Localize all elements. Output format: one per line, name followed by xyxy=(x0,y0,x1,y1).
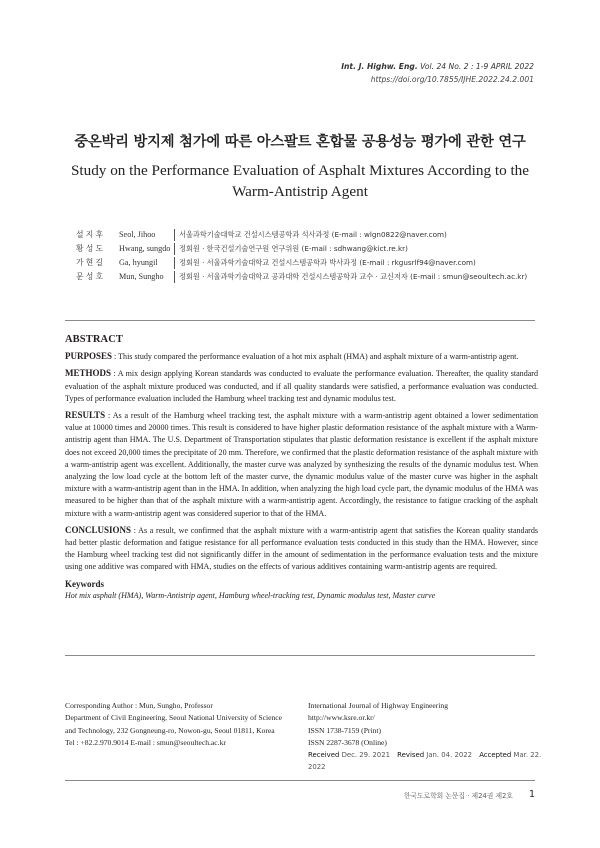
abstract-results xyxy=(65,409,538,520)
author-name-en: Mun, Sungho xyxy=(119,272,164,281)
author-row xyxy=(76,270,527,284)
author-divider xyxy=(174,243,175,255)
abstract-bottom-rule xyxy=(65,655,535,656)
results-text: : As a result of the Hamburg wheel tracking test, the asphalt mixture with a warm-antistrip agent obtained a lower sedimentation value at 10000 times and 20000 times. This result is considered to have higher plastic deformation resistance of the asphalt mixture with a Warm-antistrip agent than HMA. The U.S. Department of Transportation stipulates that plastic deformation resistance is excellent if the asphalt mixture does not exceed 20,000 times the precipitate of 20 mm. Therefore, we confirmed that the plastic deformation resistance of the asphalt mixture with a warm-antistrip agent was excellent. Additionally, the master curve was analyzed by synthesizing the results of the dynamic modulus test. When analyzing the low load cycle at the bottom left of the master curve, the dynamic modulus value of the master curve was higher in the asphalt mixture with a warm-antistrip agent than in the HMA. In addition, when analyzing the high load cycle part, the dynamic modulus of the HMA was measured to be higher than that of the asphalt mixture with a warm-antistrip agent. Accordingly, the resistance to fatigue cracking of the asphalt mixture with a warm-antistrip agent was considered superior to that of the HMA. xyxy=(65,411,538,518)
methods-text: : A mix design applying Korean standards was conducted to evaluate the performance evaluation. Thereafter, the quality standard evaluation of the asphalt mixture produced was conducted, and if all quality standards were satisfied, a performance evaluation was conducted. Types of performance evaluation included the Hamburg wheel tracking test and dynamic modulus test. xyxy=(65,369,538,403)
author-name-ko: 가현길 xyxy=(76,258,106,267)
page-number: 1 xyxy=(528,789,535,800)
author-divider xyxy=(174,229,175,241)
author-affiliation: 정회원 · 한국건설기술연구원 연구위원 (E-mail : sdhwang@kict.re.kr) xyxy=(179,244,408,253)
abstract-section xyxy=(65,334,538,602)
author-affiliation: 정회원 · 서울과학기술대학교 건설시스템공학과 박사과정 (E-mail : rkgusrlf94@naver.com) xyxy=(179,258,476,267)
keywords-heading: Keywords xyxy=(65,578,104,589)
received-date: Dec. 29. 2021 xyxy=(341,751,390,760)
journal-citation xyxy=(341,60,534,73)
author-name-ko: 문성호 xyxy=(76,272,106,281)
conclusions-text: : As a result, we confirmed that the asphalt mixture with a warm-antistrip agent that satisfies the Korean quality standards had better plastic deformation and fatigue resistance for all performance evaluation tests conducted in this study than the HMA. However, since the Hamburg wheel tracking test did not significantly differ in the amount of sedimentation in the performance evaluation tests and the mixture using one additive was compared with HMA, studies on the effects of various additives containing warm-antistrip agents are required. xyxy=(65,525,538,572)
accepted-date: Mar. 22. 2022 xyxy=(308,751,542,772)
doi-link[interactable]: https://doi.org/10.7855/IJHE.2022.24.2.001 xyxy=(370,75,534,84)
author-name-en: Hwang, sungdo xyxy=(119,244,171,253)
title-english: Study on the Performance Evaluation of Asphalt Mixtures According to the Warm-Antistrip Agent xyxy=(70,162,530,200)
author-name-ko: 설지후 xyxy=(76,230,106,239)
author-row xyxy=(76,228,527,242)
keywords-list: Hot mix asphalt (HMA), Warm-Antistrip agent, Hamburg wheel-tracking test, Dynamic modulus test, Master curve xyxy=(65,590,436,600)
page-footer-rule xyxy=(65,780,535,781)
revised-date: Jan. 04. 2022 xyxy=(426,751,472,760)
corresponding-author-line: Department of Civil Engineering, Seoul National University of Science xyxy=(65,713,283,723)
corresponding-author-block xyxy=(65,700,310,749)
abstract-methods xyxy=(65,367,538,405)
conclusions-label: CONCLUSIONS xyxy=(65,524,132,535)
author-row xyxy=(76,242,527,256)
corresponding-author-line: Corresponding Author : Mun, Sungho, Professor xyxy=(65,701,213,710)
abstract-top-rule xyxy=(65,320,535,321)
corresponding-author-line: Tel : +82.2.970.9014 E-mail : smun@seoultech.ac.kr xyxy=(65,737,226,747)
revised-label: Revised xyxy=(397,751,425,760)
author-row xyxy=(76,256,527,270)
purposes-label: PURPOSES xyxy=(65,351,113,362)
submission-dates xyxy=(308,749,548,774)
author-list xyxy=(76,228,527,284)
corresponding-author-line: and Technology, 232 Gongneung-ro, Nowon-gu, Seoul 01811, Korea xyxy=(65,725,275,735)
journal-info-line: ISSN 1738-7159 (Print) xyxy=(308,725,381,735)
author-divider xyxy=(174,271,175,283)
journal-info-line: ISSN 2287-3678 (Online) xyxy=(308,737,387,747)
journal-info-line: International Journal of Highway Engineering xyxy=(308,701,449,710)
title-korean: 중온박리 방지제 첨가에 따른 아스팔트 혼합물 공용성능 평가에 관한 연구 xyxy=(74,134,526,150)
journal-url[interactable]: http://www.ksre.or.kr/ xyxy=(308,713,375,723)
abstract-heading: ABSTRACT xyxy=(65,334,123,345)
journal-info-block xyxy=(308,700,548,774)
journal-header xyxy=(341,60,534,86)
author-affiliation: 정회원 · 서울과학기술대학교 공과대학 건설시스템공학과 교수 · 교신저자 (E-mail : smun@seoultech.ac.kr) xyxy=(179,272,528,281)
received-label: Received xyxy=(308,751,340,760)
journal-abbrev: Int. J. Highw. Eng. xyxy=(341,62,418,71)
author-divider xyxy=(174,257,175,269)
author-name-en: Seol, Jihoo xyxy=(119,230,156,239)
abstract-purposes xyxy=(65,350,538,363)
author-name-ko: 황성도 xyxy=(76,244,106,253)
purposes-text: : This study compared the performance evaluation of a hot mix asphalt (HMA) and asphalt mixture of a warm-antistrip agent. xyxy=(112,352,519,362)
results-label: RESULTS xyxy=(65,410,106,421)
page-footer xyxy=(404,789,535,800)
methods-label: METHODS xyxy=(65,368,112,379)
author-affiliation: 서울과학기술대학교 건설시스템공학과 석사과정 (E-mail : wlgn0822@naver.com) xyxy=(179,230,447,239)
abstract-conclusions xyxy=(65,524,538,574)
journal-issue-ko: 한국도로학회 논문집 · 제24권 제2호 xyxy=(403,791,513,800)
accepted-label: Accepted xyxy=(479,751,512,760)
journal-volume-issue: Vol. 24 No. 2 : 1-9 APRIL 2022 xyxy=(417,62,534,71)
author-name-en: Ga, hyungil xyxy=(119,258,158,267)
